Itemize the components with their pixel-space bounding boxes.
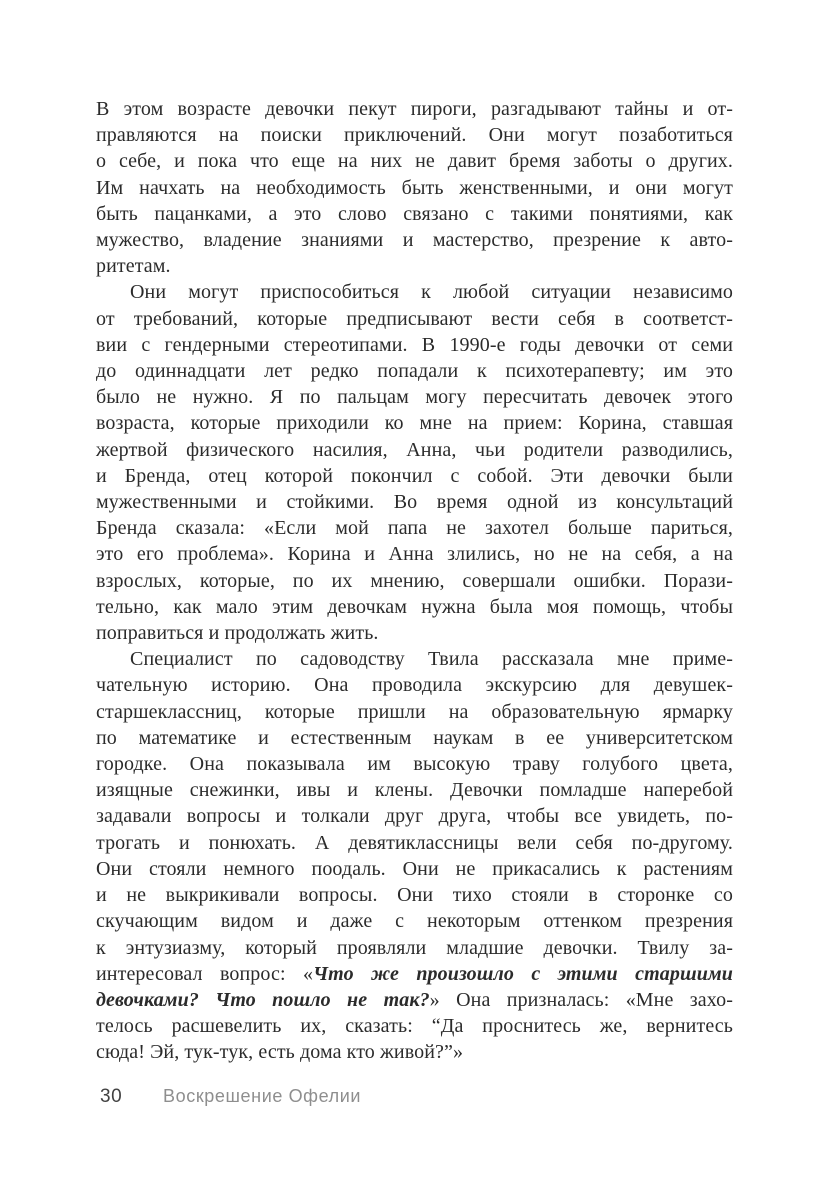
body-text-segment: до одиннадцати лет редко попадали к психотерапевту; им это: [96, 360, 733, 383]
body-text-segment: » Она призналась: «Мне захо-: [429, 988, 733, 1011]
body-text-segment: было не нужно. Я по пальцам могу пересчитать девочек этого: [96, 386, 733, 409]
emphasis-text: девочками? Что пошло не так?: [96, 988, 430, 1011]
paragraph: [96, 96, 733, 279]
text-line: [96, 882, 733, 908]
body-text-segment: В этом возрасте девочки пекут пироги, разгадывают тайны и от-: [96, 98, 733, 120]
text-line: [96, 279, 733, 305]
body-text-segment: по математике и естественным наукам в ее университетском: [96, 726, 733, 749]
text-line: [96, 201, 733, 227]
body-text-segment: вии с гендерными стереотипами. В 1990-е годы девочки от семи: [96, 333, 733, 356]
running-title: Воскрешение Офелии: [163, 1086, 362, 1106]
text-line: [96, 568, 733, 594]
text-line: [96, 122, 733, 148]
text-line: [96, 620, 733, 646]
page-number: 30: [100, 1086, 123, 1107]
body-text-segment: трогать и понюхать. А девятиклассницы вели себя по-другому.: [96, 831, 733, 854]
text-line: [96, 148, 733, 174]
body-text-segment: изящные снежинки, ивы и клены. Девочки помладше наперебой: [96, 779, 733, 802]
body-text-segment: быть пацанками, а это слово связано с такими понятиями, как: [96, 202, 733, 225]
body-text-segment: мужественными и стойкими. Во время одной из консультаций: [96, 491, 733, 514]
text-line: [96, 1013, 733, 1039]
body-text-segment: взрослых, которые, по их мнению, совершали ошибки. Порази-: [96, 569, 733, 592]
body-text-segment: поправиться и продолжать жить.: [96, 622, 379, 645]
body-text-segment: Им начхать на необходимость быть женственными, и они могут: [96, 176, 733, 199]
text-line: [96, 908, 733, 934]
text-line: [96, 935, 733, 961]
text-line: [96, 830, 733, 856]
text-line: [96, 306, 733, 332]
body-text-segment: к энтузиазму, который проявляли младшие девочки. Твилу за-: [96, 936, 733, 959]
text-line: [96, 96, 733, 122]
body-text-segment: чательную историю. Она проводила экскурсию для девушек-: [96, 674, 733, 697]
body-text-segment: это его проблема». Корина и Анна злились, но не на себя, а на: [96, 543, 733, 566]
body-text-segment: городке. Она показывала им высокую траву голубого цвета,: [96, 753, 733, 776]
text-line: [96, 725, 733, 751]
body-text-segment: телось расшевелить их, сказать: “Да проснитесь же, вернитесь: [96, 1015, 733, 1038]
paragraph: [96, 646, 733, 1065]
text-line: [96, 856, 733, 882]
body-text-segment: старшеклассниц, которые пришли на образовательную ярмарку: [96, 700, 733, 723]
body-text-segment: от требований, которые предписывают вести себя в соответст-: [96, 307, 733, 330]
text-line: [96, 489, 733, 515]
text-line: [96, 751, 733, 777]
body-text-segment: интересовал вопрос: «: [96, 962, 314, 985]
text-line: [96, 1039, 733, 1065]
text-line: [96, 541, 733, 567]
body-text-segment: мужество, владение знаниями и мастерство, презрение к авто-: [96, 229, 733, 252]
body-text-segment: возраста, которые приходили ко мне на прием: Корина, ставшая: [96, 412, 733, 435]
body-text-segment: правляются на поиски приключений. Они могут позаботиться: [96, 124, 733, 147]
text-line: [96, 961, 733, 987]
text-line: [96, 646, 733, 672]
body-text-segment: сюда! Эй, тук-тук, есть дома кто живой?”»: [96, 1041, 464, 1064]
body-text-segment: и не выкрикивали вопросы. Они тихо стояли в сторонке со: [96, 884, 733, 907]
text-line: [96, 384, 733, 410]
body-text-segment: тельно, как мало этим девочкам нужна была моя помощь, чтобы: [96, 595, 733, 618]
page-footer: [100, 1086, 361, 1108]
text-line: [96, 253, 733, 279]
body-text-segment: Бренда сказала: «Если мой папа не захотел больше париться,: [96, 517, 733, 540]
text-line: [96, 699, 733, 725]
body-text-segment: ритетам.: [96, 255, 171, 278]
text-line: [96, 437, 733, 463]
text-line: [96, 227, 733, 253]
body-text-segment: о себе, и пока что еще на них не давит бремя заботы о других.: [96, 150, 733, 173]
text-line: [96, 672, 733, 698]
text-line: [96, 358, 733, 384]
paragraph: [96, 279, 733, 646]
text-line: [96, 777, 733, 803]
body-text: [96, 96, 733, 1066]
body-text-segment: задавали вопросы и толкали друг друга, чтобы все увидеть, по-: [96, 805, 733, 828]
body-text-segment: Они стояли немного поодаль. Они не прикасались к растениям: [96, 857, 733, 880]
text-line: [96, 463, 733, 489]
text-line: [96, 332, 733, 358]
emphasis-text: Что же произошло с этими старшими: [313, 962, 733, 985]
body-text-segment: и Бренда, отец которой покончил с собой. Эти девочки были: [96, 464, 733, 487]
text-line: [96, 515, 733, 541]
text-line: [96, 410, 733, 436]
text-line: [96, 594, 733, 620]
body-text-segment: жертвой физического насилия, Анна, чьи родители разводились,: [96, 438, 733, 461]
body-text-segment: Специалист по садоводству Твила рассказала мне приме-: [130, 648, 733, 671]
body-text-segment: скучающим видом и даже с некоторым оттенком презрения: [96, 910, 733, 933]
text-line: [96, 987, 733, 1013]
body-text-segment: Они могут приспособиться к любой ситуации независимо: [130, 281, 733, 304]
text-line: [96, 175, 733, 201]
text-line: [96, 803, 733, 829]
